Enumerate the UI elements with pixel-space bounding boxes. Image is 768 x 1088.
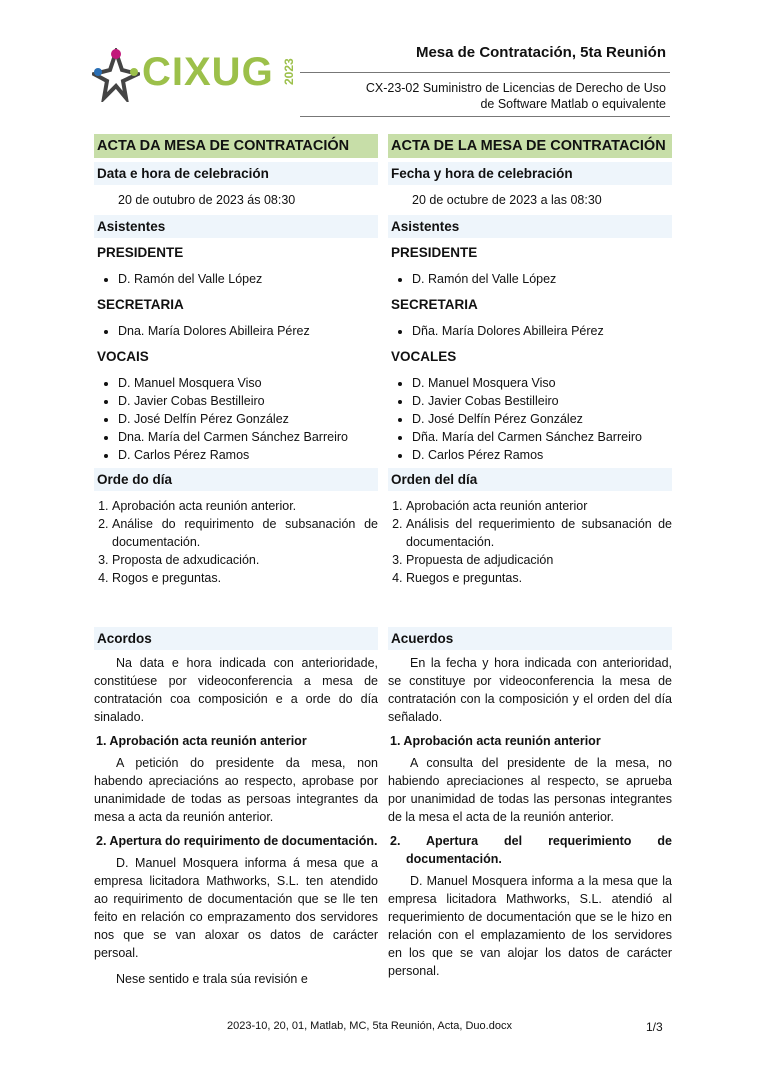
- list-item: • D. Javier Cobas Bestilleiro: [412, 392, 672, 410]
- logo-text: CIXUG: [142, 50, 274, 94]
- list-item: • D. Carlos Pérez Ramos: [412, 446, 672, 464]
- members-list: [94, 374, 378, 464]
- list-item: 2. Análisis del requerimiento de subsanación de documentación.: [406, 515, 672, 551]
- list-item: • D. Ramón del Valle López: [118, 270, 378, 288]
- agenda-heading: Orde do día: [94, 468, 378, 491]
- president-list: [388, 270, 672, 288]
- list-item: • D. Ramón del Valle López: [412, 270, 672, 288]
- list-item: 3. Propuesta de adjudicación: [406, 551, 672, 569]
- secretary-list: [94, 322, 378, 340]
- list-item: • D. Manuel Mosquera Viso: [118, 374, 378, 392]
- attendees-heading: Asistentes: [388, 215, 672, 238]
- agenda-list: [388, 497, 672, 587]
- cixug-logo: [92, 46, 312, 102]
- list-item: 4. Rogos e preguntas.: [112, 569, 378, 587]
- list-item: 4. Ruegos e preguntas.: [406, 569, 672, 587]
- president-list: [94, 270, 378, 288]
- item1-text: A consulta del presidente de la mesa, no habiendo apreciaciones al respecto, se aprueba por unanimidad de todas las personas integrantes de la mesa el acta de la reunión anterior.: [388, 756, 672, 824]
- list-item: • D. Carlos Pérez Ramos: [118, 446, 378, 464]
- members-list: [388, 374, 672, 464]
- list-item: 3. Proposta de adxudicación.: [112, 551, 378, 569]
- page-number: 1/3: [646, 1020, 663, 1034]
- attendees-heading: Asistentes: [94, 215, 378, 238]
- president-heading: PRESIDENTE: [97, 245, 184, 260]
- subtitle-line-1: CX-23-02 Suministro de Licencias de Derecho de Uso: [365, 81, 666, 95]
- right-column-spanish: [388, 134, 672, 984]
- list-item: • Dna. María Dolores Abilleira Pérez: [118, 322, 378, 340]
- agenda-list: [94, 497, 378, 587]
- document-title: Mesa de Contratación, 5ta Reunión: [415, 44, 666, 61]
- item2-text: D. Manuel Mosquera informa á mesa que a empresa licitadora Mathworks, S.L. ten atendido ao requirimento de documentación que se lle ten feito en relación co emprazamento dos servidores nos que se van aloxar os datos de carácter persoal.: [94, 856, 378, 960]
- item2-text: D. Manuel Mosquera informa a la mesa que la empresa licitadora Mathworks, S.L. atendió al requerimiento de documentación que se le hizo en relación con el emplazamiento de los servidores en los que se van alojar los datos de carácter personal.: [388, 874, 672, 978]
- item1-heading: 1. Aprobación acta reunión anterior: [96, 734, 307, 748]
- list-item: • Dña. María Dolores Abilleira Pérez: [412, 322, 672, 340]
- subtitle-line-2: de Software Matlab o equivalente: [480, 97, 666, 111]
- agreements-intro: Na data e hora indicada con anterioridade, constitúese por videoconferencia a mesa de contratación coa composición e a orde do día sinalado.: [94, 656, 378, 724]
- meeting-date: 20 de outubro de 2023 ás 08:30: [118, 193, 296, 207]
- secretary-heading: SECRETARIA: [391, 297, 478, 312]
- left-column-galician: [94, 134, 378, 992]
- item2-heading: 2. Apertura del requerimiento de documentación.: [390, 834, 672, 866]
- list-item: • Dna. María del Carmen Sánchez Barreiro: [118, 428, 378, 446]
- item2-text-continued: Nese sentido e trala súa revisión e: [116, 972, 308, 986]
- list-item: • D. Manuel Mosquera Viso: [412, 374, 672, 392]
- header-divider-bottom: [300, 116, 670, 117]
- president-heading: PRESIDENTE: [391, 245, 478, 260]
- item1-heading: 1. Aprobación acta reunión anterior: [390, 734, 601, 748]
- item2-heading: 2. Apertura do requirimento de documentación.: [96, 834, 378, 848]
- secretary-list: [388, 322, 672, 340]
- list-item: • D. Javier Cobas Bestilleiro: [118, 392, 378, 410]
- members-heading: VOCALES: [391, 349, 457, 364]
- agreements-heading: Acordos: [94, 627, 378, 650]
- agreements-intro: En la fecha y hora indicada con anterioridad, se constituye por videoconferencia la mesa de contratación con la composición y el orden del día señalado.: [388, 656, 672, 724]
- agreements-heading: Acuerdos: [388, 627, 672, 650]
- list-item: • D. José Delfín Pérez González: [412, 410, 672, 428]
- logo-star-icon: [92, 48, 140, 102]
- members-heading: VOCAIS: [97, 349, 149, 364]
- list-item: • D. José Delfín Pérez González: [118, 410, 378, 428]
- list-item: 2. Análise do requirimento de subsanación de documentación.: [112, 515, 378, 551]
- agenda-heading: Orden del día: [388, 468, 672, 491]
- meeting-date: 20 de octubre de 2023 a las 08:30: [412, 193, 602, 207]
- acta-title: ACTA DA MESA DE CONTRATACIÓN: [94, 134, 378, 158]
- date-heading: Fecha y hora de celebración: [388, 162, 672, 185]
- header-divider: [300, 72, 670, 73]
- list-item: • Dña. María del Carmen Sánchez Barreiro: [412, 428, 672, 446]
- footer-filename: 2023-10, 20, 01, Matlab, MC, 5ta Reunión, Acta, Duo.docx: [227, 1020, 512, 1032]
- list-item: 1. Aprobación acta reunión anterior: [406, 497, 672, 515]
- list-item: 1. Aprobación acta reunión anterior.: [112, 497, 378, 515]
- secretary-heading: SECRETARIA: [97, 297, 184, 312]
- date-heading: Data e hora de celebración: [94, 162, 378, 185]
- logo-year: 2023: [282, 58, 296, 86]
- acta-title: ACTA DE LA MESA DE CONTRATACIÓN: [388, 134, 672, 158]
- item1-text: A petición do presidente da mesa, non habendo apreciacións ao respecto, aprobase por unanimidade de todas as persoas integrantes da mesa a acta da reunión anterior.: [94, 756, 378, 824]
- document-subtitle: [366, 80, 666, 112]
